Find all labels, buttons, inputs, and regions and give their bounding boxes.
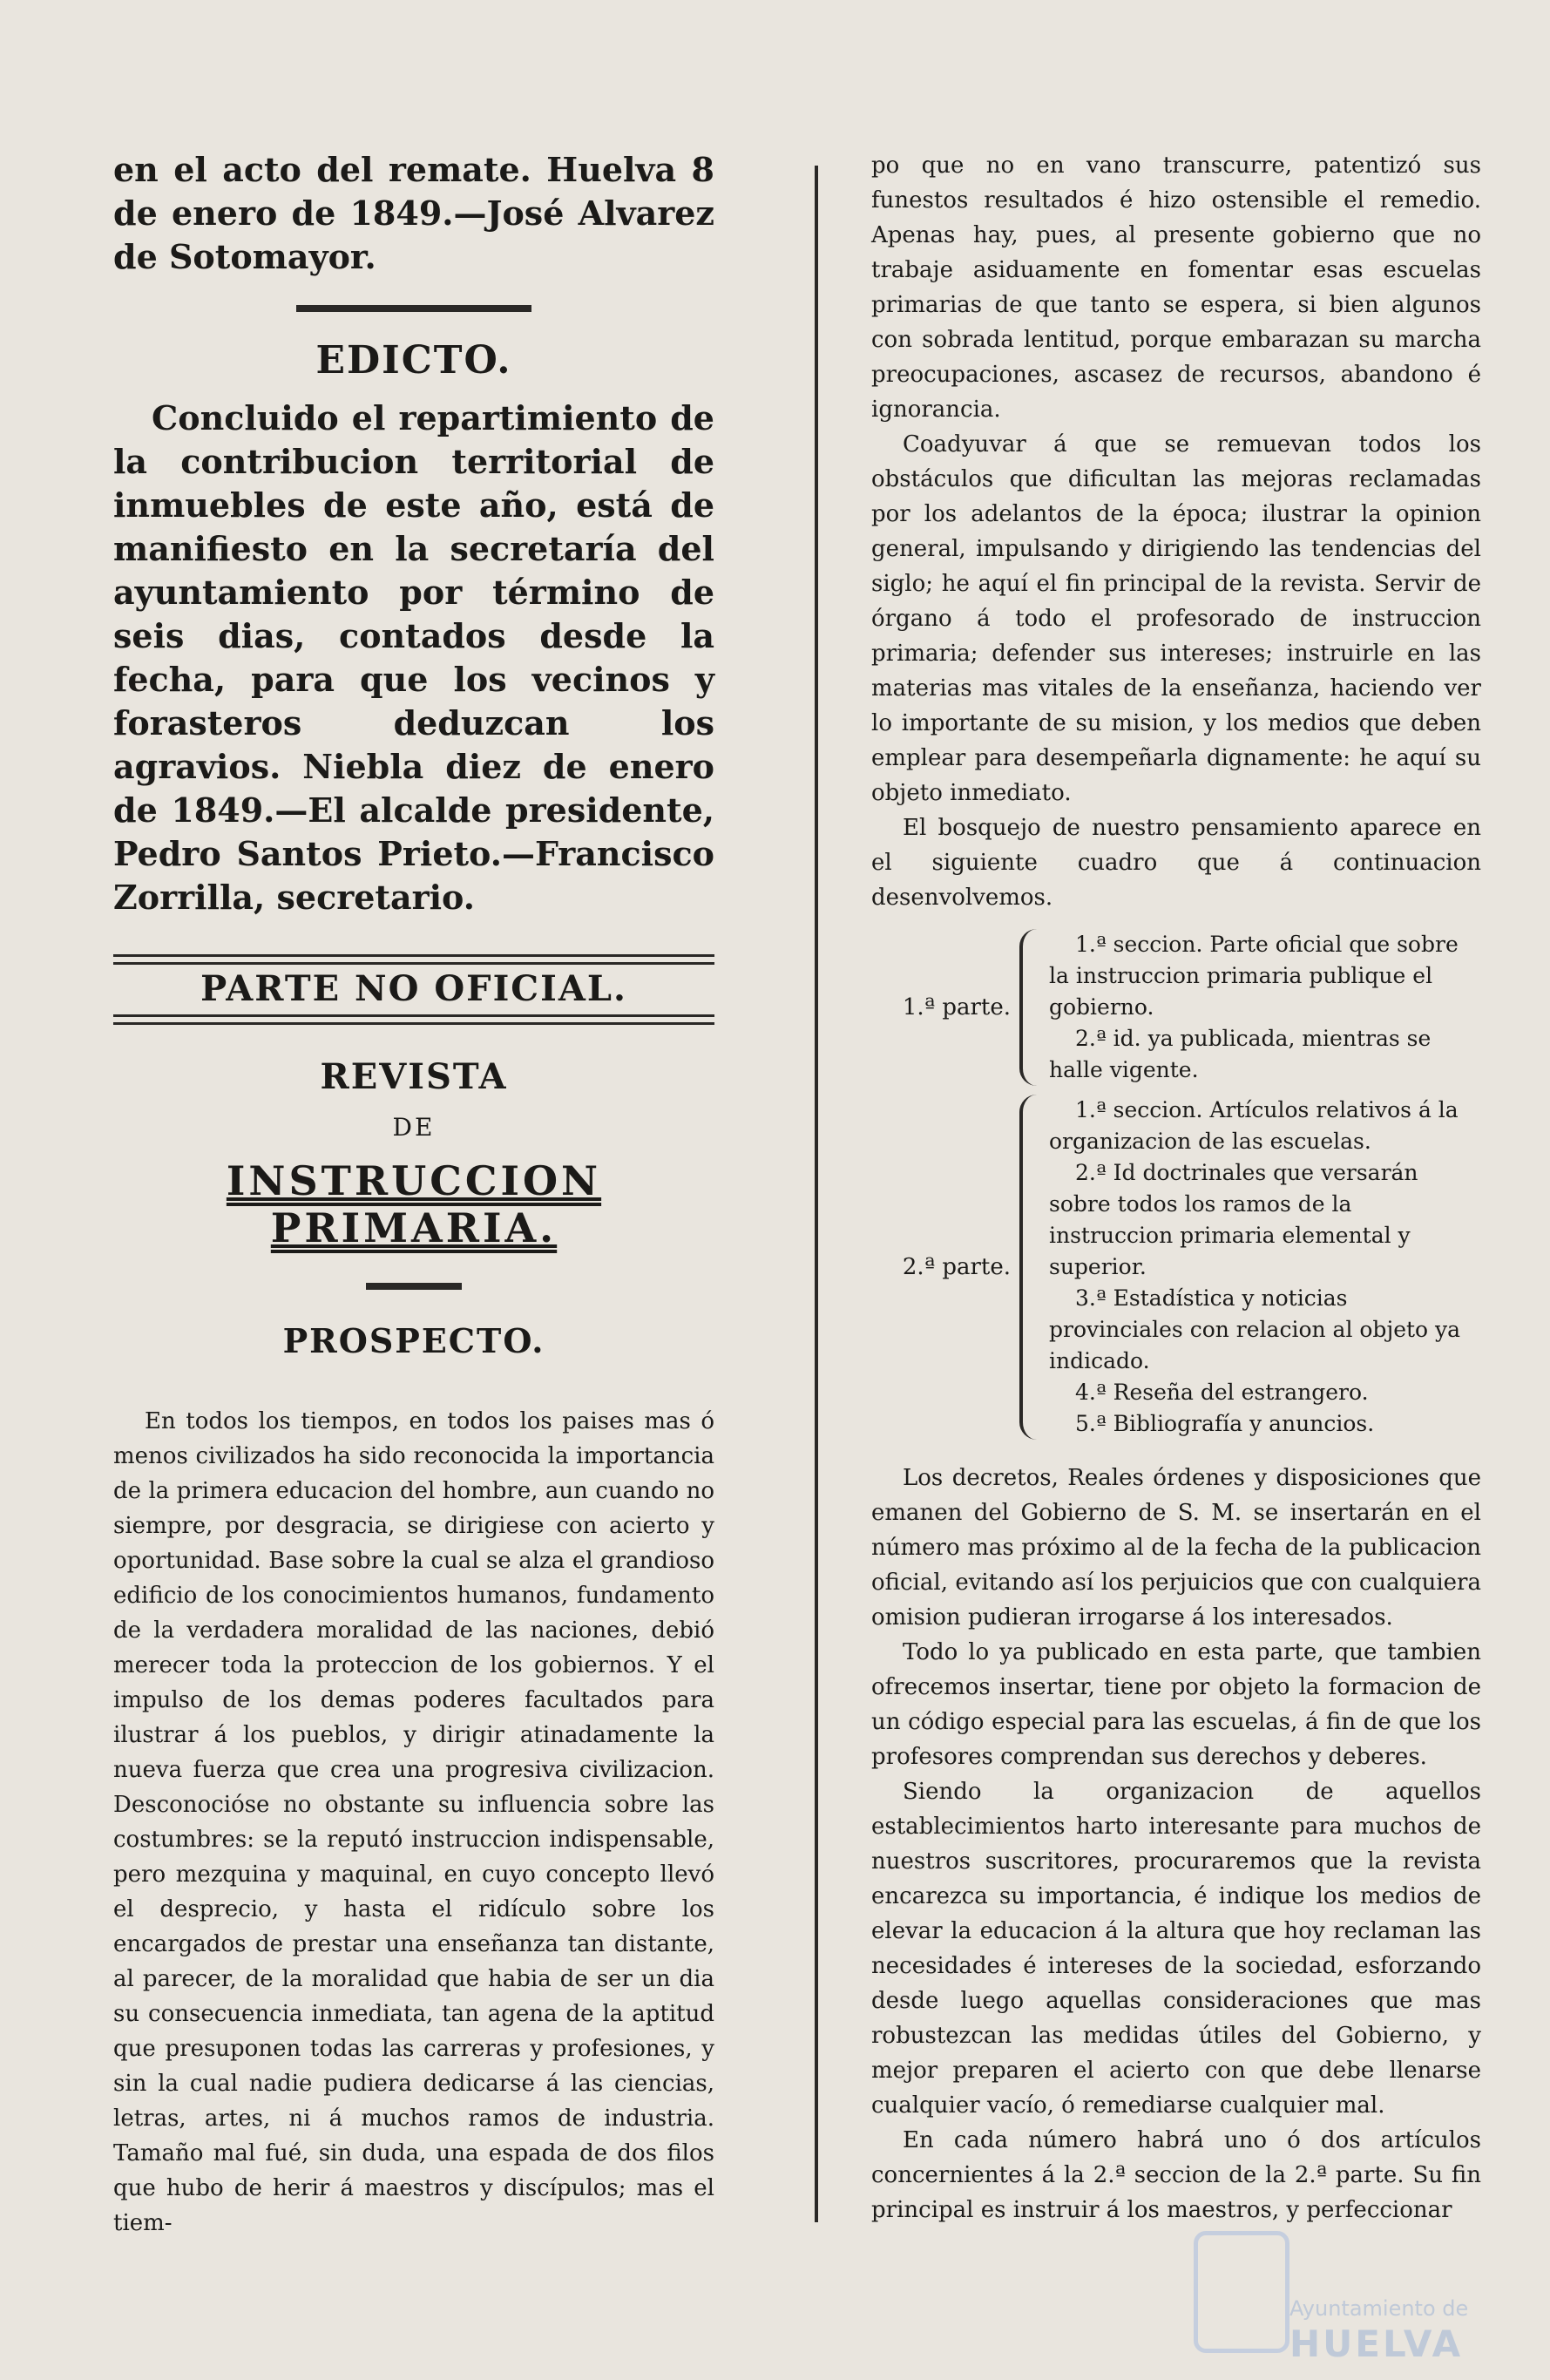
column-divider [815, 166, 818, 2222]
watermark-seal-icon [1194, 2231, 1289, 2353]
outline-item: 4.ª Reseña del estrangero. [1075, 1380, 1369, 1405]
edict-title: EDICTO. [315, 338, 512, 383]
paragraph: Los decretos, Reales órdenes y disposiciones que emanen del Gobierno de S. M. se insertarán en el número mas próximo al de la fecha de la publicacion oficial, evitando así los perjuicios que con cualquiera omision pudieran irrogarse á los interesados. [871, 1465, 1481, 1631]
right-column [871, 148, 1481, 2227]
watermark-line-2: HUELVA [1289, 2322, 1464, 2365]
paragraph: El bosquejo de nuestro pensamiento aparece en el siguiente cuadro que á continuacion desenvolvemos. [871, 815, 1481, 911]
brace [1019, 1095, 1042, 1440]
outline-items [1049, 1095, 1481, 1440]
left-column [113, 148, 714, 2241]
section-title: PARTE NO OFICIAL. [200, 968, 627, 1009]
divider [366, 1283, 462, 1290]
opening-paragraph: en el acto del remate. Huelva 8 de enero de 1849.—José Alvarez de Sotomayor. [113, 150, 714, 276]
paragraph: po que no en vano transcurre, patentizó sus funestos resultados é hizo ostensible el remedio. Apenas hay, pues, al presente gobierno que no trabaje asiduamente en fomentar esas escuelas primarias de que tanto se espera, si bien algunos con sobrada lentitud, porque embarazan su marcha preocupaciones, ascasez de recursos, abandono é ignorancia. [871, 153, 1481, 423]
outline-part-1 [871, 929, 1481, 1086]
revista-subject: INSTRUCCION PRIMARIA. [226, 1157, 602, 1251]
outline-label: 1.ª parte. [902, 994, 1011, 1020]
outline-items [1049, 929, 1481, 1086]
paragraph: Todo lo ya publicado en esta parte, que tambien ofrecemos insertar, tiene por objeto la formacion de un código especial para las escuelas, á fin de que los profesores comprendan sus derechos y deberes. [871, 1639, 1481, 1770]
outline-item: 5.ª Bibliografía y anuncios. [1075, 1411, 1375, 1436]
prospecto-text: En todos los tiempos, en todos los paises mas ó menos civilizados ha sido reconocida la importancia de la primera educacion del hombre, aun cuando no siempre, por desgracia, se dirigiese con acierto y oportunidad. Base sobre la cual se alza el grandioso edificio de los conocimientos humanos, fundamento de la verdadera moralidad de las naciones, debió merecer toda la proteccion de los gobiernos. Y el impulso de los demas poderes facultados para ilustrar á los pueblos, y dirigir atinadamente la nueva fuerza que crea una progresiva civilizacion. Desconocióse no obstante su influencia sobre las costumbres: se la reputó instruccion indispensable, pero mezquina y maquinal, en cuyo concepto llevó el desprecio, y hasta el ridículo sobre los encargados de prestar una enseñanza tan distante, al parecer, de la moralidad que habia de ser un dia su consecuencia inmediata, tan agena de la aptitud que presuponen todas las carreras y profesiones, y sin la cual nadie pudiera dedicarse á las ciencias, letras, artes, ni á muchos ramos de industria. Tamaño mal fué, sin duda, una espada de dos filos que hubo de herir á maestros y discípulos; mas el tiem- [113, 1408, 714, 2236]
outline-item: 1.ª seccion. Parte oficial que sobre la instruccion primaria publique el gobierno. [1049, 932, 1459, 1020]
paragraph: Coadyuvar á que se remuevan todos los obstáculos que dificultan las mejoras reclamadas por los adelantos de la época; ilustrar la opinion general, impulsando y dirigiendo las tendencias del siglo; he aquí el fin principal de la revista. Servir de órgano á todo el profesorado de instruccion primaria; defender sus intereses; instruirle en las materias mas vitales de la enseñanza, haciendo ver lo importante de su mision, y los medios que deben emplear para desempeñarla dignamente: he aquí su objeto inmediato. [871, 431, 1481, 806]
double-divider [113, 954, 714, 965]
brace [1019, 929, 1042, 1086]
outline-part-2 [871, 1095, 1481, 1440]
outline-item: 1.ª seccion. Artículos relativos á la organizacion de las escuelas. [1049, 1097, 1459, 1154]
outline-item: 2.ª Id doctrinales que versarán sobre todos los ramos de la instruccion primaria elemental y superior. [1049, 1160, 1418, 1279]
double-divider [113, 1014, 714, 1025]
outline-label: 2.ª parte. [902, 1254, 1011, 1280]
paragraph: Siendo la organizacion de aquellos establecimientos harto interesante para muchos de nuestros suscritores, procuraremos que la revista encarezca su importancia, é indique los medios de elevar la educacion á la altura que hoy reclaman las necesidades é intereses de la sociedad, esforzando desde luego aquellas consideraciones que mas robustezcan las medidas útiles del Gobierno, y mejor preparen el acierto con que debe llenarse cualquier vacío, ó remediarse cualquier mal. [871, 1779, 1481, 2119]
revista-title: REVISTA [320, 1056, 508, 1097]
edict-text: Concluido el repartimiento de la contribucion territorial de inmuebles de este año, está de manifiesto en la secretaría del ayuntamiento por término de seis dias, contados desde la fecha, para que los vecinos y forasteros deduzcan los agravios. Niebla diez de enero de 1849.—El alcalde presidente, Pedro Santos Prieto.—Francisco Zorrilla, secretario. [113, 398, 714, 917]
outline-item: 2.ª id. ya publicada, mientras se halle vigente. [1049, 1026, 1432, 1082]
outline-item: 3.ª Estadística y noticias provinciales con relacion al objeto ya indicado. [1049, 1285, 1461, 1373]
revista-de: DE [392, 1113, 436, 1142]
prospecto-title: PROSPECTO. [282, 1321, 545, 1360]
paragraph: En cada número habrá uno ó dos artículos concernientes á la 2.ª seccion de la 2.ª parte. Su fin principal es instruir á los maestros, y perfeccionar [871, 2127, 1481, 2223]
watermark-line-1: Ayuntamiento de [1289, 2296, 1469, 2321]
divider [296, 305, 531, 312]
